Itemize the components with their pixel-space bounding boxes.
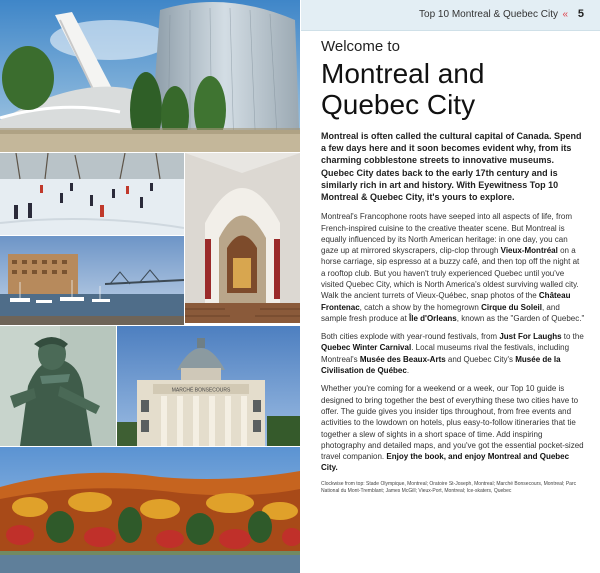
text-column	[321, 38, 585, 495]
photo-james-mcgill	[0, 326, 116, 446]
photo-ice-skaters	[0, 153, 184, 235]
chevron-left-icon: «	[562, 9, 568, 20]
body-paragraph-1: Montreal's Francophone roots have seeped into all aspects of life, from French-inspired cuisine to the creative theater scene. But Montreal is equally influenced by its North American heritage: in one day, you can gaze up at mirrored skyscrapers, clip-clop through Vieux-Montréal on a horse carriage, sip espresso at a buzzy café, and then top off the night at a rooftop club. But you haven't truly experienced Quebec until you've visited Quebec City, which is North America's oldest surviving walled city. Walk the ancient turrets of Vieux-Québec, snap photos of the Château Frontenac, catch a show by the homegrown Cirque du Soleil, and sample fresh produce at Île d'Orleans, known as the "Garden of Quebec."	[321, 212, 585, 323]
photo-oratoire-st-joseph	[185, 153, 300, 323]
body-paragraph-3: Whether you're coming for a weekend or a week, our Top 10 guide is designed to bring together the best of everything these two cities have to offer. The guide gives you insider tips throughout, from free events and activities to the lowdown on hotels, plus easy-to-follow itineraries that tie together a slew of sights in a short space of time. Add inspiring photography and detailed maps, and you've got the essential pocket-sized travel companion. Enjoy the book, and enjoy Montreal and Quebec City.	[321, 384, 584, 473]
body-paragraph-2: Both cities explode with year-round festivals, from Just For Laughs to the Quebec Winter Carnival. Local museums rival the festivals, including Montreal's Musée des Beaux-Arts and Quebec City's Musée de la Civilisation de Québec.	[321, 332, 584, 376]
running-head-bar	[301, 0, 600, 31]
lead-paragraph: Montreal is often called the cultural capital of Canada. Spend a few days here and it soon becomes evident why, from its charming cobblestone streets to innovative museums. Quebec City dates back to the early 17th century and is similarly rich in art and history. With Eyewitness Top 10 Montreal & Quebec City, it's yours to explore.	[321, 131, 582, 203]
running-head: Top 10 Montreal & Quebec City	[419, 9, 558, 20]
building-sign: MARCHÉ BONSECOURS	[171, 387, 231, 394]
page-title: Montreal and Quebec City	[321, 58, 485, 120]
photo-vieux-port	[0, 236, 184, 325]
photo-stade-olympique	[0, 0, 300, 152]
page-number: 5	[577, 8, 584, 20]
photo-marche-bonsecours	[117, 326, 300, 446]
photo-caption: Clockwise from top: Stade Olympique, Montreal; Oratoire St-Joseph, Montreal; Marché Bonsecours, Montreal; Parc National du Mont-Tremblant; James McGill; Vieux-Port, Montreal; Ice-skaters, Quebec	[321, 480, 577, 494]
photo-mont-tremblant	[0, 447, 300, 573]
title-kicker: Welcome to	[321, 38, 400, 55]
